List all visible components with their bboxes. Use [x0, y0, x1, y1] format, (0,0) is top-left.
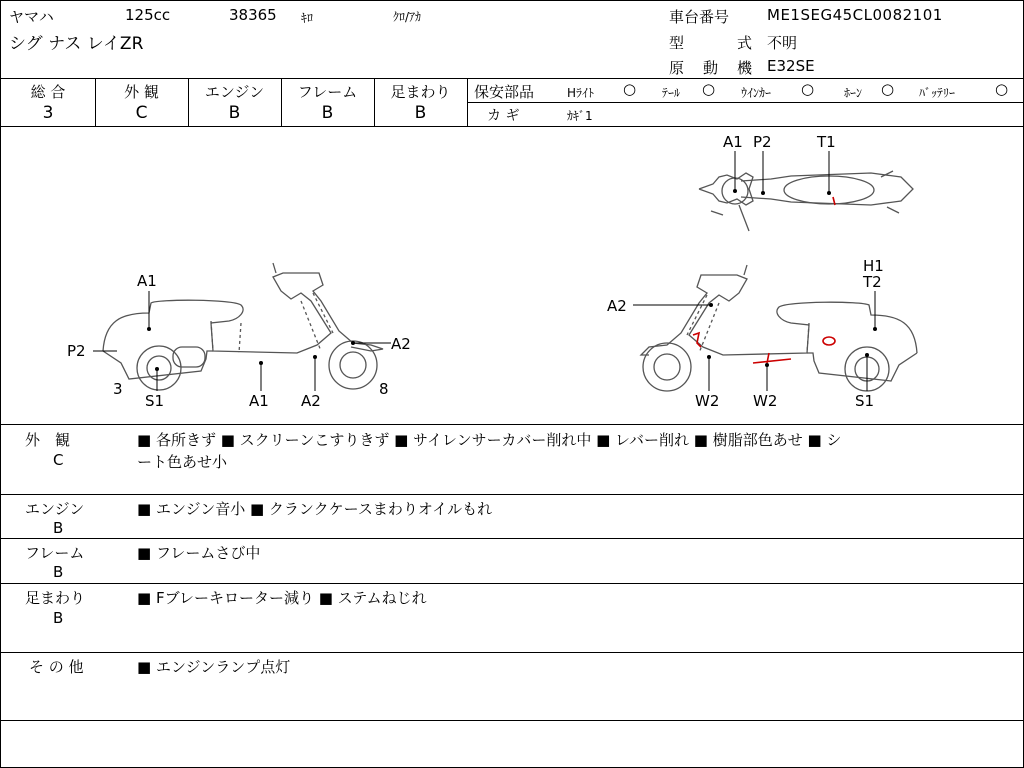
- displacement: 125cc: [125, 6, 171, 24]
- divider: [1, 720, 1023, 721]
- suspension-grade-label: 足まわり: [390, 83, 451, 101]
- frame-grade: B: [321, 103, 334, 123]
- divider: [1, 583, 1023, 584]
- diagram-label: P2: [67, 342, 86, 360]
- diagram-label: P2: [753, 133, 772, 151]
- note-text: ■ エンジンランプ点灯: [137, 658, 291, 676]
- diagram-label: 8: [379, 380, 389, 398]
- mileage-unit: ｷﾛ: [301, 11, 314, 25]
- key-label: カ ギ: [487, 108, 520, 124]
- diagram-label: T1: [817, 133, 836, 151]
- chassis-label: 車台番号: [669, 8, 730, 26]
- diagram-label: A1: [249, 392, 269, 410]
- horn-label: ﾎｰﾝ: [844, 86, 863, 100]
- diagram-label: 3: [113, 380, 123, 398]
- note-label: 足まわり: [25, 589, 86, 607]
- note-grade: B: [53, 563, 64, 581]
- engine-grade: B: [228, 103, 241, 123]
- taillight-label: ﾃｰﾙ: [662, 86, 681, 100]
- point-markers: [147, 189, 877, 371]
- engine-label-2: 動: [703, 59, 719, 77]
- diagram-label: S1: [145, 392, 165, 410]
- overall-grade: 3: [42, 103, 54, 123]
- battery-label: ﾊﾞｯﾃﾘｰ: [919, 86, 956, 100]
- key-value: ｶｷﾞ1: [567, 109, 593, 123]
- battery-ok-mark: ○: [995, 80, 1009, 98]
- mileage: 38365: [229, 6, 277, 24]
- diagram-label: A1: [723, 133, 743, 151]
- divider: [1, 538, 1023, 539]
- note-text: ■ 各所きず ■ スクリーンこすりきず ■ サイレンサーカバー削れ中 ■ レバー削れ ■ 樹脂部色あせ ■ シ: [137, 431, 842, 449]
- frame-grade-label: フレーム: [297, 83, 358, 101]
- engine-grade-label: エンジン: [204, 83, 265, 101]
- diagram-label: A2: [301, 392, 321, 410]
- exterior-grade: C: [135, 103, 148, 123]
- diagram-label: A2: [391, 335, 411, 353]
- leader-lines: [93, 151, 875, 391]
- note-label: フレーム: [25, 544, 85, 562]
- diagram-label: W2: [753, 392, 778, 410]
- headlight-ok-mark: ○: [623, 80, 637, 98]
- winker-label: ｳｲﾝｶｰ: [741, 86, 772, 100]
- note-text: ■ エンジン音小 ■ クランクケースまわりオイルもれ: [137, 500, 493, 518]
- diagram-label: A1: [137, 272, 157, 290]
- note-label: そ の 他: [29, 658, 84, 676]
- divider: [1, 494, 1023, 495]
- note-grade: B: [53, 609, 64, 627]
- note-text: ート色あせ小: [137, 453, 228, 471]
- color: ｸﾛ/ｱｶ: [393, 10, 422, 24]
- type-label-2: 式: [737, 34, 753, 52]
- scooter-top-view: [699, 171, 913, 231]
- model-name: シグ ナス レイZR: [9, 34, 144, 54]
- safety-label: 保安部品: [474, 83, 535, 101]
- note-label: 外 観: [25, 431, 71, 449]
- note-text: ■ フレームさび中: [137, 544, 261, 562]
- overall-label: 総 合: [30, 83, 66, 101]
- engine-label-1: 原: [669, 59, 685, 77]
- note-grade: C: [53, 451, 64, 469]
- note-grade: B: [53, 519, 64, 537]
- diagram-label: H1: [863, 257, 884, 275]
- damage-marks: [693, 197, 835, 363]
- note-text: ■ Fブレーキローター減り ■ ステムねじれ: [137, 589, 427, 607]
- headlight-label: Hﾗｲﾄ: [567, 86, 595, 100]
- engine-label-3: 機: [737, 59, 753, 77]
- exterior-label: 外 観: [124, 83, 159, 101]
- chassis-value: ME1SEG45CL0082101: [767, 6, 943, 24]
- winker-ok-mark: ○: [801, 80, 815, 98]
- divider: [1, 652, 1023, 653]
- suspension-grade: B: [414, 103, 427, 123]
- taillight-ok-mark: ○: [702, 80, 716, 98]
- maker: ヤマハ: [9, 8, 54, 26]
- horn-ok-mark: ○: [881, 80, 895, 98]
- diagram-label: S1: [855, 392, 875, 410]
- diagram-label: W2: [695, 392, 720, 410]
- note-label: エンジン: [25, 500, 85, 518]
- diagram-label: A2: [607, 297, 627, 315]
- diagram-label: T2: [863, 273, 882, 291]
- type-value: 不明: [767, 34, 798, 52]
- type-label-1: 型: [669, 34, 685, 52]
- engine-value: E32SE: [767, 57, 815, 75]
